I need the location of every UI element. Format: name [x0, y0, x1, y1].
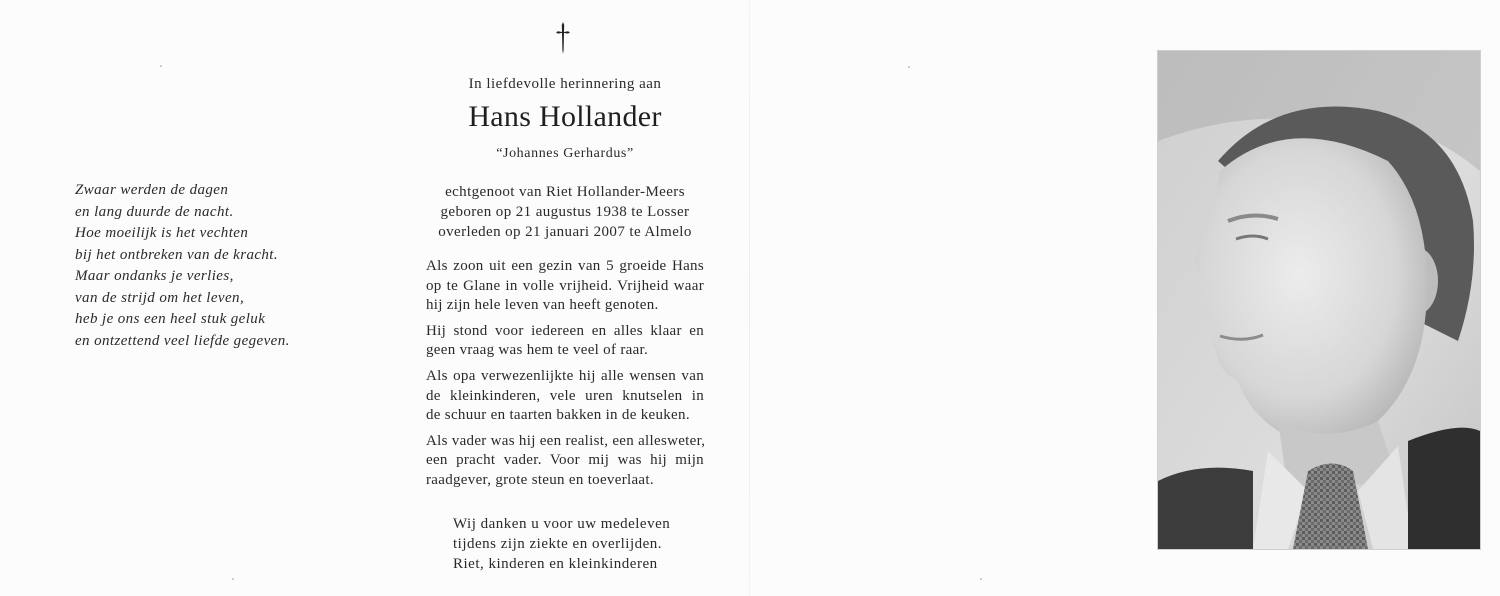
poem-line: en ontzettend veel liefde gegeven.	[75, 332, 290, 349]
paper-speck	[980, 578, 982, 580]
cross-icon	[554, 20, 572, 56]
bio-paragraph	[426, 367, 704, 426]
bio-paragraph	[426, 432, 704, 491]
bio-line: Hij stond voor iedereen en alles klaar en	[426, 322, 704, 339]
bio-paragraph	[426, 257, 704, 316]
poem-line: Zwaar werden de dagen	[75, 182, 229, 198]
bio-paragraph	[426, 322, 704, 361]
poem	[75, 180, 375, 352]
bio-line: op te Glane in volle vrijheid. Vrijheid waar	[426, 277, 704, 294]
paper-speck	[908, 66, 910, 68]
spouse-line: echtgenoot van Riet Hollander-Meers	[445, 184, 685, 200]
vital-details	[410, 182, 720, 242]
poem-line: Hoe moeilijk is het vechten	[75, 225, 249, 241]
bio-line: een pracht vader. Voor mij was hij mijn	[426, 452, 704, 469]
poem-line: heb je ons een heel stuk geluk	[75, 311, 266, 327]
bio-line: geen vraag was hem te veel of raar.	[426, 342, 649, 359]
bio-line: hij zijn hele leven van heeft genoten.	[426, 297, 659, 314]
portrait-illustration	[1158, 51, 1480, 549]
paper-speck	[232, 578, 234, 580]
poem-line: bij het ontbreken van de kracht.	[75, 246, 279, 263]
biography	[426, 257, 704, 497]
poem-line: en lang duurde de nacht.	[75, 203, 234, 220]
bio-line: de schuur en taarten bakken in de keuken.	[426, 407, 690, 424]
deceased-name: Hans Hollander	[468, 100, 662, 133]
birth-line: geboren op 21 augustus 1938 te Losser	[440, 204, 690, 220]
bio-line: Als zoon uit een gezin van 5 groeide Hans	[426, 258, 704, 274]
bio-line: Als vader was hij een realist, een allesweter,	[426, 432, 706, 449]
signature-line: Riet, kinderen en kleinkinderen	[453, 556, 658, 572]
card-fold-line	[749, 0, 750, 596]
thanks-note	[453, 514, 670, 574]
thanks-line: tijdens zijn ziekte en overlijden.	[453, 536, 663, 552]
poem-line: Maar ondanks je verlies,	[75, 268, 234, 284]
portrait-photo	[1157, 50, 1481, 550]
bio-line: Als opa verwezenlijkte hij alle wensen van	[426, 367, 704, 384]
paper-speck	[160, 65, 162, 67]
full-name: “Johannes Gerhardus”	[496, 146, 634, 161]
intro-text: In liefdevolle herinnering aan	[468, 76, 662, 92]
bio-line: raadgever, grote steun en toeverlaat.	[426, 471, 654, 488]
poem-line: van de strijd om het leven,	[75, 289, 245, 306]
death-line: overleden op 21 januari 2007 te Almelo	[438, 224, 692, 240]
thanks-line: Wij danken u voor uw medeleven	[453, 516, 671, 532]
bio-line: de kleinkinderen, vele uren knutselen in	[426, 387, 704, 404]
